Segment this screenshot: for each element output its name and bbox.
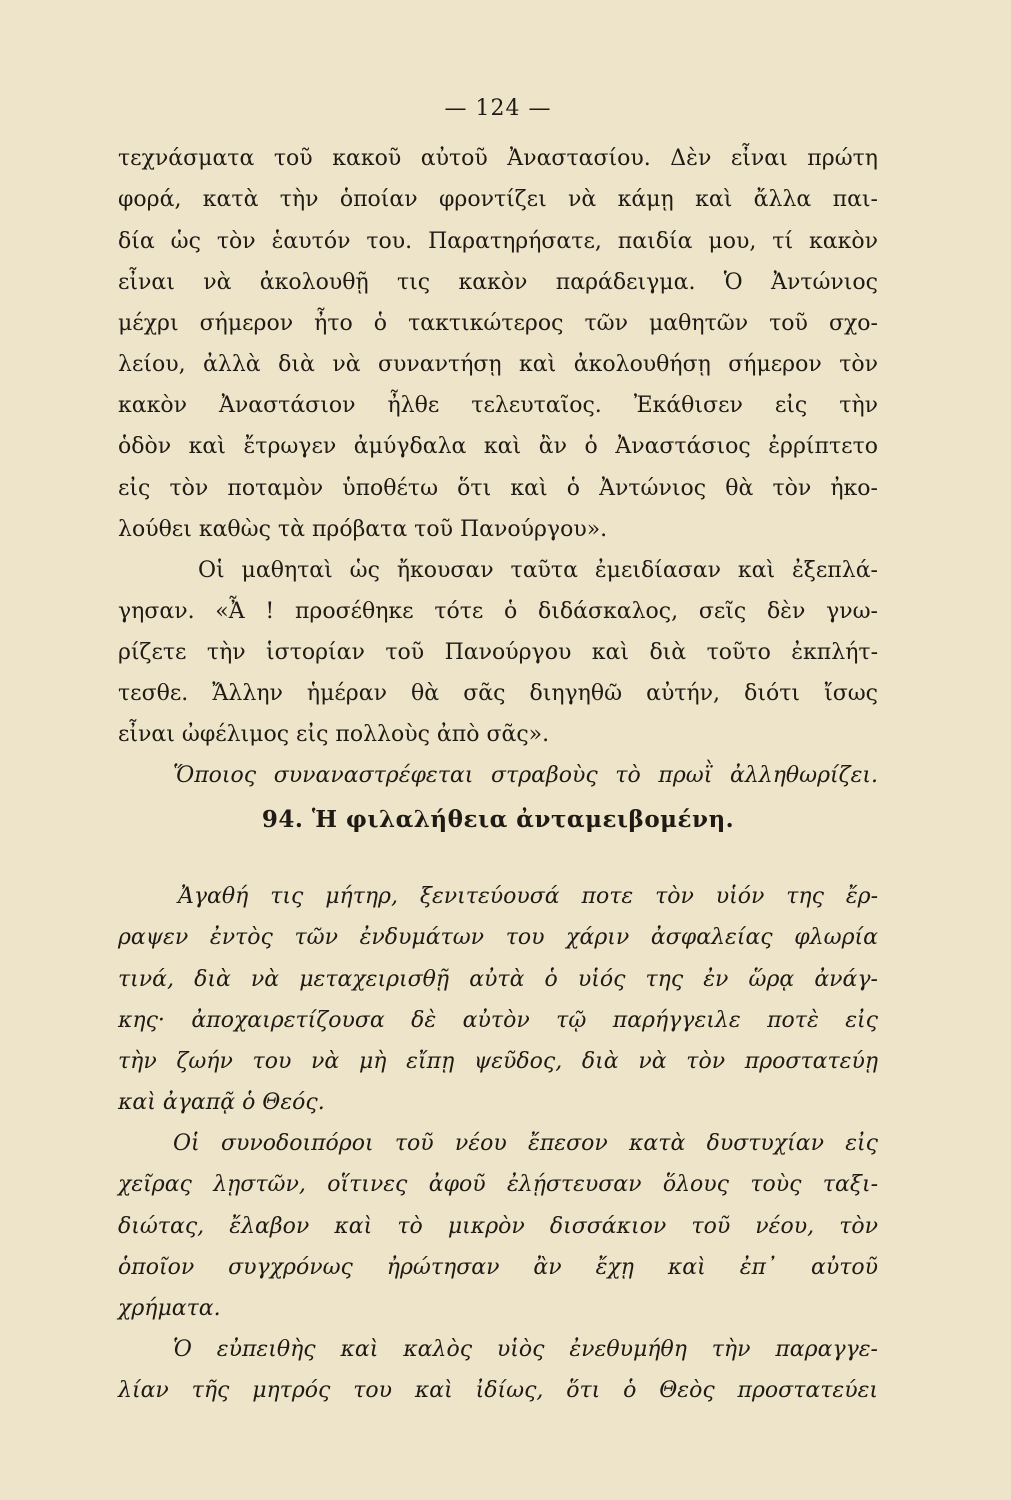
text-line: δία ὡς τὸν ἑαυτόν του. Παρατηρήσατε, παιδία μου, τί κακὸν (118, 229, 878, 254)
text-line: εἶναι νὰ ἀκολουθῇ τις κακὸν παράδειγμα. Ὁ Ἀντώνιος (118, 270, 878, 295)
text-line: τινά, διὰ νὰ μεταχειρισθῇ αὐτὰ ὁ υἱός της ἐν ὥρᾳ ἀνάγ- (118, 967, 878, 992)
text-line: κακὸν Ἀναστάσιον ἦλθε τελευταῖος. Ἐκάθισεν εἰς τὴν (118, 393, 878, 418)
text-line: τὴν ζωήν του νὰ μὴ εἴπῃ ψεῦδος, διὰ νὰ τὸν προστατεύῃ (118, 1049, 878, 1074)
text-line: ραψεν ἐντὸς τῶν ἐνδυμάτων του χάριν ἀσφαλείας φλωρία (118, 925, 878, 950)
text-line: χεῖρας λῃστῶν, οἵτινες ἀφοῦ ἐλῄστευσαν ὅλους τοὺς ταξι- (118, 1172, 878, 1197)
text-line: τεχνάσματα τοῦ κακοῦ αὐτοῦ Ἀναστασίου. Δὲν εἶναι πρώτη (118, 146, 878, 171)
text-line: καὶ ἀγαπᾷ ὁ Θεός. (118, 1090, 325, 1115)
text-line: Οἱ συνοδοιπόροι τοῦ νέου ἔπεσον κατὰ δυστυχίαν εἰς (173, 1131, 878, 1156)
text-line: τεσθε. Ἄλλην ἡμέραν θὰ σᾶς διηγηθῶ αὐτήν, διότι ἴσως (118, 681, 878, 706)
text-line: λούθει καθὼς τὰ πρόβατα τοῦ Πανούργου». (118, 517, 608, 542)
section-heading: 94. Ἡ φιλαλήθεια ἀνταμειβομένη. (261, 806, 735, 833)
text-line: λείου, ἀλλὰ διὰ νὰ συναντήσῃ καὶ ἀκολουθήσῃ σήμερον τὸν (118, 352, 878, 377)
text-line: ὁποῖον συγχρόνως ἠρώτησαν ἂν ἔχῃ καὶ ἐπ᾽ αὐτοῦ (118, 1255, 878, 1280)
moral-line: Ὅποιος συναναστρέφεται στραβοὺς τὸ πρωῒ ἀλληθωρίζει. (173, 763, 878, 788)
text-line: κης· ἀποχαιρετίζουσα δὲ αὐτὸν τῷ παρήγγειλε ποτὲ εἰς (118, 1008, 878, 1033)
text-line: Ὁ εὐπειθὴς καὶ καλὸς υἱὸς ἐνεθυμήθη τὴν παραγγε- (173, 1337, 878, 1362)
text-line: Οἱ μαθηταὶ ὡς ἤκουσαν ταῦτα ἐμειδίασαν καὶ ἐξεπλά- (198, 558, 878, 583)
text-line: λίαν τῆς μητρός του καὶ ἰδίως, ὅτι ὁ Θεὸς προστατεύει (118, 1378, 878, 1403)
text-line: εἰς τὸν ποταμὸν ὑποθέτω ὅτι καὶ ὁ Ἀντώνιος θὰ τὸν ἠκο- (118, 476, 878, 501)
text-line: φορά, κατὰ τὴν ὁποίαν φροντίζει νὰ κάμῃ καὶ ἄλλα παι- (118, 187, 878, 212)
text-line: εἶναι ὠφέλιμος εἰς πολλοὺς ἀπὸ σᾶς». (118, 722, 550, 747)
text-line: μέχρι σήμερον ἦτο ὁ τακτικώτερος τῶν μαθητῶν τοῦ σχο- (118, 311, 878, 336)
text-line: Ἀγαθή τις μήτηρ, ξενιτεύουσά ποτε τὸν υἱόν της ἔρ- (178, 884, 878, 909)
text-line: ὁδὸν καὶ ἔτρωγεν ἀμύγδαλα καὶ ἂν ὁ Ἀναστάσιος ἐρρίπτετο (118, 434, 878, 459)
text-line: διώτας, ἔλαβον καὶ τὸ μικρὸν δισσάκιον τοῦ νέου, τὸν (118, 1214, 878, 1239)
text-line: γησαν. «Ἆ ! προσέθηκε τότε ὁ διδάσκαλος, σεῖς δὲν γνω- (118, 599, 878, 624)
text-line: χρήματα. (118, 1296, 221, 1321)
text-line: ρίζετε τὴν ἱστορίαν τοῦ Πανούργου καὶ διὰ τοῦτο ἐκπλήτ- (118, 640, 878, 665)
page-number: — 124 — (444, 96, 552, 121)
